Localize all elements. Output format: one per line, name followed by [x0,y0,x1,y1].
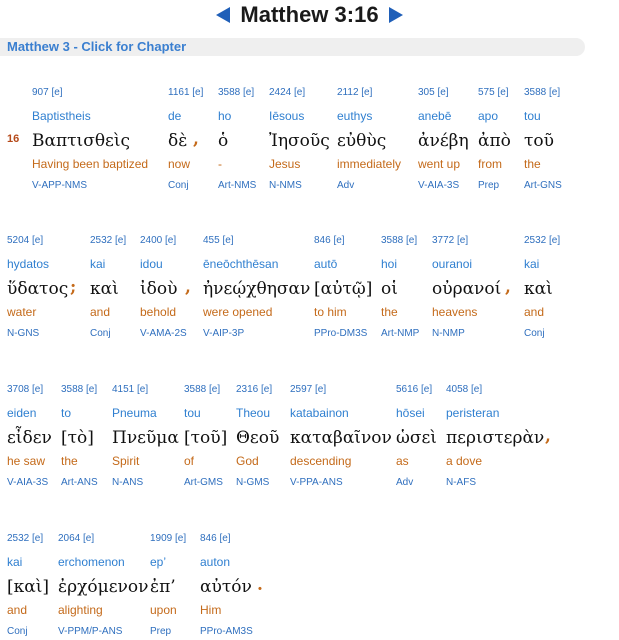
english-gloss: as [396,454,409,468]
chapter-link[interactable]: Matthew 3 - Click for Chapter [7,39,187,54]
parsing-code[interactable]: Conj [168,180,189,191]
verse-number: 16 [7,133,20,145]
parsing-code[interactable]: Adv [337,180,355,191]
english-gloss: - [218,157,222,171]
parsing-code[interactable]: V-AIA-3S [7,477,49,488]
parsing-code[interactable]: V-APP-NMS [32,180,88,191]
chapter-bar [0,38,585,56]
strongs-number[interactable]: 2532 [e] [524,235,561,246]
parsing-code[interactable]: Art-ANS [61,477,98,488]
greek-word: ὡσεὶ [396,428,437,448]
greek-word: [αὐτῷ] [314,279,373,299]
transliteration: eiden [7,406,37,420]
parsing-code[interactable]: V-AIP-3P [203,328,245,339]
english-gloss: Spirit [112,454,140,468]
greek-word: [τὸ] [61,428,94,448]
english-gloss: descending [290,454,352,468]
transliteration: kai [7,555,23,569]
english-gloss: were opened [203,305,273,319]
english-gloss: the [61,454,78,468]
greek-word: δὲ [168,131,188,151]
strongs-number[interactable]: 846 [e] [200,533,231,544]
greek-word: εἶδεν [7,428,52,448]
parsing-code[interactable]: N-AFS [446,477,476,488]
strongs-number[interactable]: 2597 [e] [290,384,327,395]
greek-word: ὁ [218,131,229,151]
parsing-code[interactable]: PPro-DM3S [314,328,368,339]
english-gloss: from [478,157,502,171]
english-gloss: Jesus [269,157,301,171]
transliteration: kai [524,257,540,271]
greek-word: Ἰησοῦς [269,131,330,151]
greek-word: καταβαῖνον [290,428,392,448]
parsing-code[interactable]: Conj [7,626,28,637]
english-gloss: the [381,305,398,319]
english-gloss: of [184,454,195,468]
transliteration: ho [218,109,232,123]
transliteration: de [168,109,182,123]
greek-word: ἠνεῴχθησαν [203,279,311,299]
parsing-code[interactable]: V-PPM/P-ANS [58,626,123,637]
strongs-number[interactable]: 4058 [e] [446,384,483,395]
transliteration: hoi [381,257,398,271]
parsing-code[interactable]: PPro-AM3S [200,626,253,637]
parsing-code[interactable]: N-ANS [112,477,144,488]
transliteration: erchomenon [58,555,125,569]
parsing-code[interactable]: Prep [478,180,500,191]
transliteration: idou [140,257,163,271]
strongs-number[interactable]: 575 [e] [478,87,509,98]
parsing-code[interactable]: V-AIA-3S [418,180,460,191]
strongs-number[interactable]: 846 [e] [314,235,345,246]
english-gloss: water [7,305,37,319]
strongs-number[interactable]: 5616 [e] [396,384,433,395]
english-gloss: Having been baptized [32,157,149,171]
parsing-code[interactable]: Conj [90,328,111,339]
greek-word: [τοῦ] [184,428,228,448]
transliteration: kai [90,257,106,271]
strongs-number[interactable]: 1909 [e] [150,533,187,544]
strongs-number[interactable]: 2532 [e] [7,533,44,544]
greek-word: αὐτόν [200,577,252,597]
verse-header [0,0,619,30]
parsing-code[interactable]: V-PPA-ANS [290,477,343,488]
greek-word: ἀνέβη [418,131,469,151]
parsing-code[interactable]: Prep [150,626,172,637]
english-gloss: immediately [337,157,402,171]
punctuation: . [257,575,263,595]
greek-word: Βαπτισθεὶς [32,131,131,151]
transliteration: ouranoi [432,257,473,271]
transliteration: to [61,406,72,420]
greek-word: ἰδοὺ [140,279,178,299]
punctuation: ; [70,277,77,297]
greek-word: [καὶ] [7,577,50,597]
transliteration: euthys [337,109,373,123]
greek-word: καὶ [90,279,119,299]
previous-verse-icon[interactable] [216,7,230,23]
strongs-number[interactable]: 305 [e] [418,87,449,98]
strongs-number[interactable]: 455 [e] [203,235,234,246]
greek-word: οἱ [381,279,398,299]
english-gloss: the [524,157,541,171]
transliteration: Theou [236,406,271,420]
greek-word: Πνεῦμα [112,428,179,448]
parsing-code[interactable]: N-NMP [432,328,465,339]
strongs-number[interactable]: 2532 [e] [90,235,127,246]
transliteration: auton [200,555,231,569]
punctuation: , [193,129,199,149]
greek-word: τοῦ [524,131,554,151]
parsing-code[interactable]: Art-GNS [524,180,562,191]
strongs-number[interactable]: 5204 [e] [7,235,44,246]
strongs-number[interactable]: 1161 [e] [168,87,204,98]
english-gloss: Him [200,603,222,617]
parsing-code[interactable]: Conj [524,328,545,339]
parsing-code[interactable]: Art-NMS [218,180,257,191]
greek-word: ἀπὸ [478,131,511,151]
strongs-number[interactable]: 3772 [e] [432,235,469,246]
strongs-number[interactable]: 3588 [e] [524,87,561,98]
punctuation: , [545,426,551,446]
english-gloss: went up [418,157,461,171]
transliteration: apo [478,109,499,123]
english-gloss: heavens [432,305,478,319]
transliteration: ēneōchthēsan [203,257,279,271]
english-gloss: he saw [7,454,46,468]
english-gloss: upon [150,603,177,617]
english-gloss: behold [140,305,177,319]
strongs-number[interactable]: 907 [e] [32,87,63,98]
greek-word: οὐρανοί [432,279,502,299]
greek-word: ἐρχόμενον [58,577,149,597]
punctuation: , [185,277,191,297]
transliteration: Pneuma [112,406,157,420]
english-gloss: and [90,305,111,319]
strongs-number[interactable]: 2316 [e] [236,384,273,395]
greek-word: ἐπ’ [150,577,176,597]
punctuation: , [505,277,511,297]
transliteration: autō [314,257,338,271]
parsing-code[interactable]: V-AMA-2S [140,328,187,339]
strongs-number[interactable]: 3588 [e] [381,235,418,246]
transliteration: tou [524,109,541,123]
strongs-number[interactable]: 2424 [e] [269,87,306,98]
transliteration: ep’ [150,555,167,569]
strongs-number[interactable]: 4151 [e] [112,384,149,395]
parsing-code[interactable]: Art-GMS [184,477,223,488]
english-gloss: God [236,454,259,468]
transliteration: katabainon [290,406,349,420]
transliteration: Baptistheis [32,109,91,123]
english-gloss: and [7,603,28,617]
transliteration: anebē [418,109,452,123]
parsing-code[interactable]: Adv [396,477,414,488]
strongs-number[interactable]: 2400 [e] [140,235,177,246]
parsing-code[interactable]: N-NMS [269,180,302,191]
strongs-number[interactable]: 3588 [e] [184,384,221,395]
greek-word: ὕδατος [7,279,69,299]
english-gloss: now [168,157,191,171]
english-gloss: and [524,305,545,319]
greek-word: εὐθὺς [337,131,387,151]
strongs-number[interactable]: 2064 [e] [58,533,95,544]
greek-word: καὶ [524,279,553,299]
transliteration: hydatos [7,257,50,271]
transliteration: Iēsous [269,109,305,123]
parsing-code[interactable]: N-GNS [7,328,40,339]
strongs-number[interactable]: 3588 [e] [61,384,98,395]
greek-word: Θεοῦ [236,428,280,448]
transliteration: tou [184,406,201,420]
page-title: Matthew 3:16 [240,2,379,27]
strongs-number[interactable]: 2112 [e] [337,87,373,98]
transliteration: hōsei [396,406,425,420]
english-gloss: alighting [58,603,103,617]
english-gloss: a dove [446,454,483,468]
greek-word: περιστερὰν [446,428,545,448]
strongs-number[interactable]: 3588 [e] [218,87,255,98]
transliteration: peristeran [446,406,500,420]
next-verse-icon[interactable] [389,7,403,23]
english-gloss: to him [314,305,347,319]
strongs-number[interactable]: 3708 [e] [7,384,44,395]
parsing-code[interactable]: Art-NMP [381,328,420,339]
parsing-code[interactable]: N-GMS [236,477,270,488]
